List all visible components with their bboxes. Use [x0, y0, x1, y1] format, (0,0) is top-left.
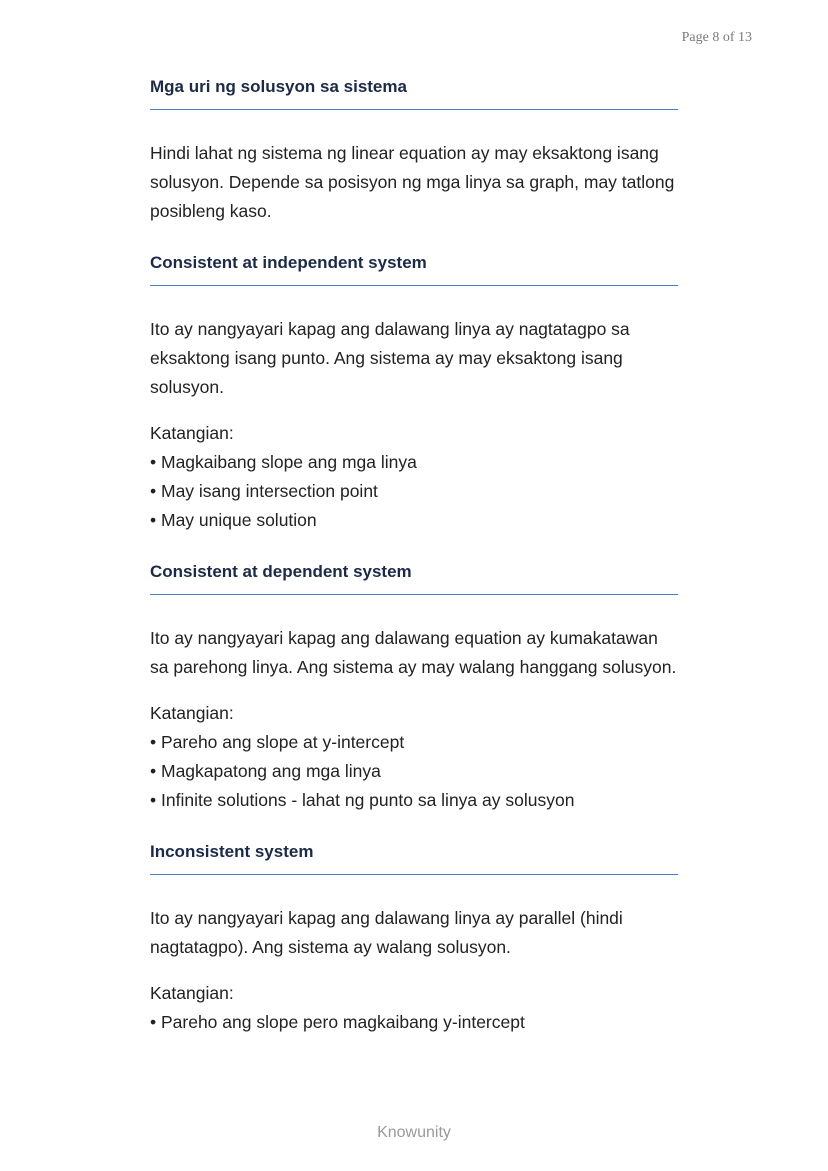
section-paragraph: Ito ay nangyayari kapag ang dalawang linya ay nagtatagpo sa eksaktong isang punto. Ang sistema ay may eksaktong isang solusyon.: [150, 319, 630, 397]
document-body: [150, 77, 678, 1037]
bullet-list: [150, 1008, 678, 1037]
list-item: • Pareho ang slope at y-intercept: [150, 732, 405, 752]
list-item: • May unique solution: [150, 510, 317, 530]
list-item: • Pareho ang slope pero magkaibang y-intercept: [150, 1012, 525, 1032]
section-heading: Consistent at dependent system: [150, 562, 678, 595]
section-heading: Mga uri ng solusyon sa sistema: [150, 77, 678, 110]
page-number: Page 8 of 13: [681, 30, 752, 45]
section-paragraph: Ito ay nangyayari kapag ang dalawang equation ay kumakatawan sa parehong linya. Ang sistema ay may walang hanggang solusyon.: [150, 628, 677, 677]
section-paragraph: Hindi lahat ng sistema ng linear equation ay may eksaktong isang solusyon. Depende sa posisyon ng mga linya sa graph, may tatlong posibleng kaso.: [150, 143, 675, 221]
bullet-list: [150, 448, 678, 535]
list-label: Katangian:: [150, 983, 234, 1003]
section-paragraph: Ito ay nangyayari kapag ang dalawang linya ay parallel (hindi nagtatagpo). Ang sistema ay walang solusyon.: [150, 908, 623, 957]
list-item: • Magkapatong ang mga linya: [150, 761, 381, 781]
section-heading: Consistent at independent system: [150, 253, 678, 286]
footer-brand: Knowunity: [377, 1124, 451, 1141]
list-item: • May isang intersection point: [150, 481, 378, 501]
list-item: • Infinite solutions - lahat ng punto sa linya ay solusyon: [150, 790, 575, 810]
section-heading: Inconsistent system: [150, 842, 678, 875]
list-label: Katangian:: [150, 703, 234, 723]
list-item: • Magkaibang slope ang mga linya: [150, 452, 417, 472]
list-label: Katangian:: [150, 423, 234, 443]
bullet-list: [150, 728, 678, 815]
